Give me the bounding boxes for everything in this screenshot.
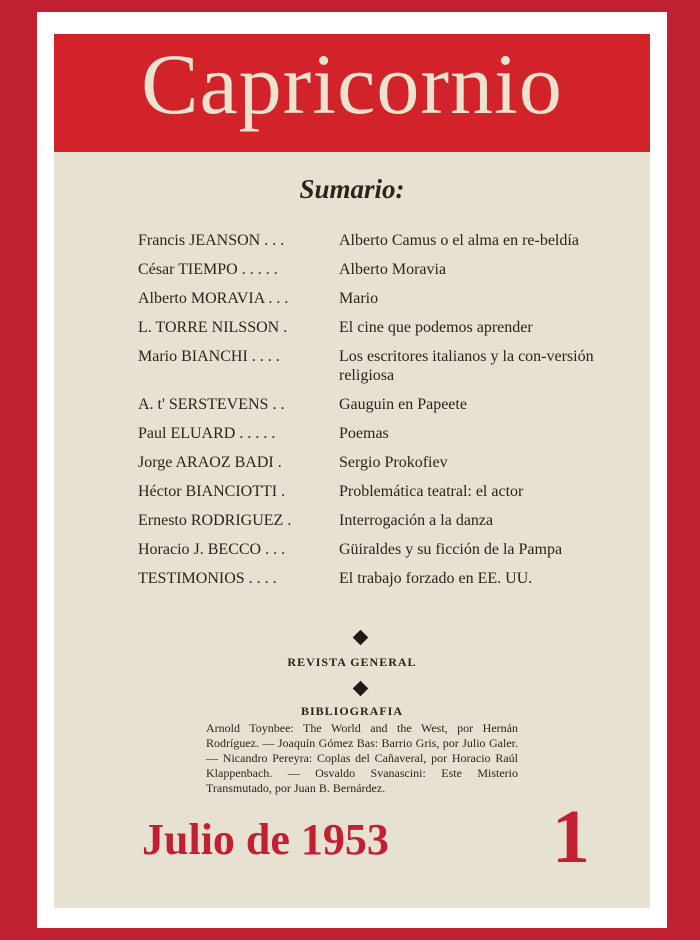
toc-row bbox=[138, 540, 608, 559]
toc-title: Alberto Camus o el alma en re-beldía bbox=[339, 232, 579, 249]
toc-row bbox=[138, 347, 608, 385]
bibliografia-text: Arnold Toynbee: The World and the West, por Hernán Rodríguez. — Joaquín Gómez Bas: Barrio Gris, por Julio Galer. — Nicandro Pereyra: Coplas del Cañaveral, por Horacio Raúl Klappenbach. — Osvaldo Svanascini: Este Misterio Transmutado, por Juan B. Bernárdez. bbox=[206, 721, 518, 795]
masthead-title: Capricornio bbox=[141, 36, 563, 132]
toc-title: Poemas bbox=[339, 425, 389, 442]
toc-author: L. TORRE NILSSON . bbox=[138, 319, 288, 336]
toc-author: Horacio J. BECCO . . . bbox=[138, 541, 286, 558]
table-of-contents bbox=[138, 231, 608, 598]
toc-row bbox=[138, 318, 608, 337]
toc-author: César TIEMPO . . . . . bbox=[138, 261, 278, 278]
toc-row bbox=[138, 482, 608, 501]
sumario-heading: Sumario: bbox=[299, 174, 405, 204]
toc-author: Ernesto RODRIGUEZ . bbox=[138, 512, 292, 529]
toc-row bbox=[138, 424, 608, 443]
toc-title: Gauguin en Papeete bbox=[339, 396, 467, 413]
toc-author: Alberto MORAVIA . . . bbox=[138, 290, 289, 307]
bibliografia-heading: BIBLIOGRAFIA bbox=[300, 704, 404, 718]
diamond-ornament-icon bbox=[353, 630, 369, 646]
toc-author: Jorge ARAOZ BADI . bbox=[138, 454, 282, 471]
toc-row bbox=[138, 453, 608, 472]
toc-row bbox=[138, 289, 608, 308]
diamond-ornament-icon bbox=[353, 681, 369, 697]
toc-row bbox=[138, 231, 608, 250]
toc-title: Güiraldes y su ficción de la Pampa bbox=[339, 541, 563, 558]
toc-author: A. t' SERSTEVENS . . bbox=[138, 396, 285, 413]
toc-title: Interrogación a la danza bbox=[339, 512, 494, 529]
toc-title: El trabajo forzado en EE. UU. bbox=[339, 570, 533, 587]
toc-title: Problemática teatral: el actor bbox=[339, 483, 524, 500]
toc-row bbox=[138, 260, 608, 279]
toc-author: TESTIMONIOS . . . . bbox=[138, 570, 277, 587]
toc-author: Héctor BIANCIOTTI . bbox=[138, 483, 286, 500]
toc-row bbox=[138, 395, 608, 414]
issue-date: Julio de 1953 bbox=[142, 815, 389, 864]
toc-title: El cine que podemos aprender bbox=[339, 319, 533, 336]
toc-author: Paul ELUARD . . . . . bbox=[138, 425, 276, 442]
magazine-cover bbox=[54, 34, 650, 908]
toc-title: Mario bbox=[339, 290, 379, 307]
toc-title: Alberto Moravia bbox=[339, 261, 447, 278]
toc-row bbox=[138, 511, 608, 530]
toc-title: Sergio Prokofiev bbox=[339, 454, 448, 471]
toc-author: Francis JEANSON . . . bbox=[138, 232, 285, 249]
issue-number: 1 bbox=[552, 795, 590, 879]
toc-title: Los escritores italianos y la con-versión religiosa bbox=[339, 348, 594, 384]
toc-author: Mario BIANCHI . . . . bbox=[138, 348, 280, 365]
revista-general-heading: REVISTA GENERAL bbox=[287, 655, 417, 669]
toc-row bbox=[138, 569, 608, 588]
